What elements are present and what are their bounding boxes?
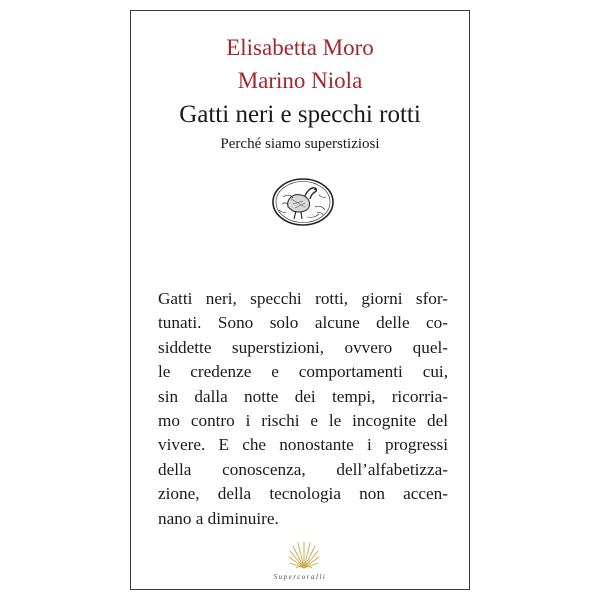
blurb-line: mo contro i rischi e le incognite del — [158, 411, 448, 431]
book-cover — [130, 10, 470, 590]
book-subtitle: Perché siamo superstiziosi — [220, 136, 380, 152]
sun-rays-icon — [287, 537, 321, 571]
ostrich-emblem-icon — [271, 177, 335, 227]
blurb-line: vivere. E che nonostante i progressi — [158, 435, 448, 455]
author-name: Elisabetta Moro — [226, 35, 374, 60]
blurb-text — [158, 287, 448, 531]
blurb-line: tunati. Sono solo alcune delle co- — [158, 313, 448, 333]
blurb-line: della conoscenza, dell’alfabetizza- — [158, 459, 448, 479]
blurb-line: le credenze e comportamenti cui, — [158, 362, 448, 382]
author-name: Marino Niola — [237, 68, 363, 93]
blurb-line: nano a diminuire. — [158, 508, 279, 528]
blurb-line: zione, della tecnologia non accen- — [158, 484, 448, 504]
blurb-line: Gatti neri, specchi rotti, giorni sfor- — [158, 289, 448, 308]
blurb-line: sin dalla notte dei tempi, ricorria- — [158, 386, 448, 406]
blurb-line: siddette superstizioni, ovvero quel- — [158, 337, 448, 357]
book-title: Gatti neri e specchi rotti — [179, 101, 421, 128]
series-name: Supercoralli — [273, 573, 327, 581]
